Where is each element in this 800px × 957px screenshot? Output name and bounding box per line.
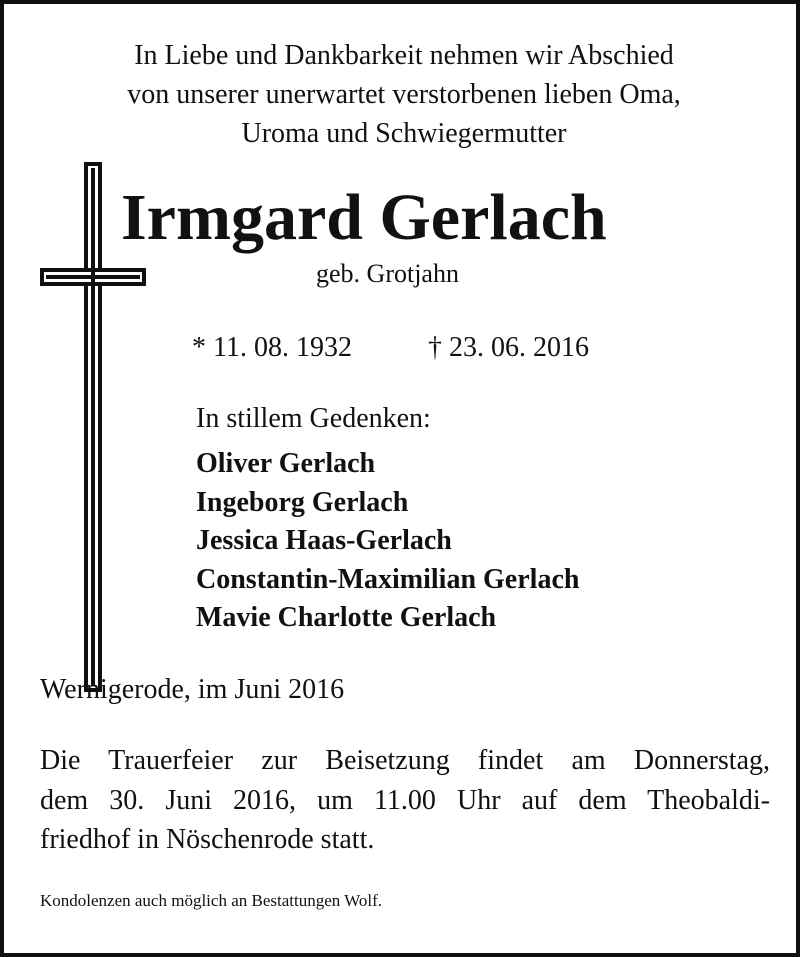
mourner-list [196,445,579,638]
condolences-note: Kondolenzen auch möglich an Bestattungen Wolf. [40,891,383,910]
intro-text [4,36,800,153]
remembrance-heading: In stillem Gedenken: [196,403,431,434]
intro-line: Uroma und Schwiegermutter [241,118,567,149]
intro-line: von unserer unerwartet verstorbenen lieben Oma, [127,79,681,110]
mourner-name: Jessica Haas-Gerlach [196,525,452,556]
mourner-name: Constantin-Maximilian Gerlach [196,563,580,595]
deceased-name: Irmgard Gerlach [121,181,607,254]
service-line: dem 30. Juni 2016, um 11.00 Uhr auf dem Theobaldi- [40,784,770,816]
maiden-name: geb. Grotjahn [316,259,459,288]
funeral-service-text [40,741,770,860]
mourner-name: Oliver Gerlach [196,448,376,479]
mourner-name: Mavie Charlotte Gerlach [196,602,497,633]
birth-date: * 11. 08. 1932 [192,332,352,363]
service-line: friedhof in Nöschenrode statt. [40,824,375,855]
mourner-name: Ingeborg Gerlach [196,486,409,518]
intro-line: In Liebe und Dankbarkeit nehmen wir Abschied [134,40,674,71]
service-line: Die Trauerfeier zur Beisetzung findet am Donnerstag, [40,745,770,776]
death-date: † 23. 06. 2016 [428,332,589,363]
place-and-date: Wernigerode, im Juni 2016 [40,674,345,705]
